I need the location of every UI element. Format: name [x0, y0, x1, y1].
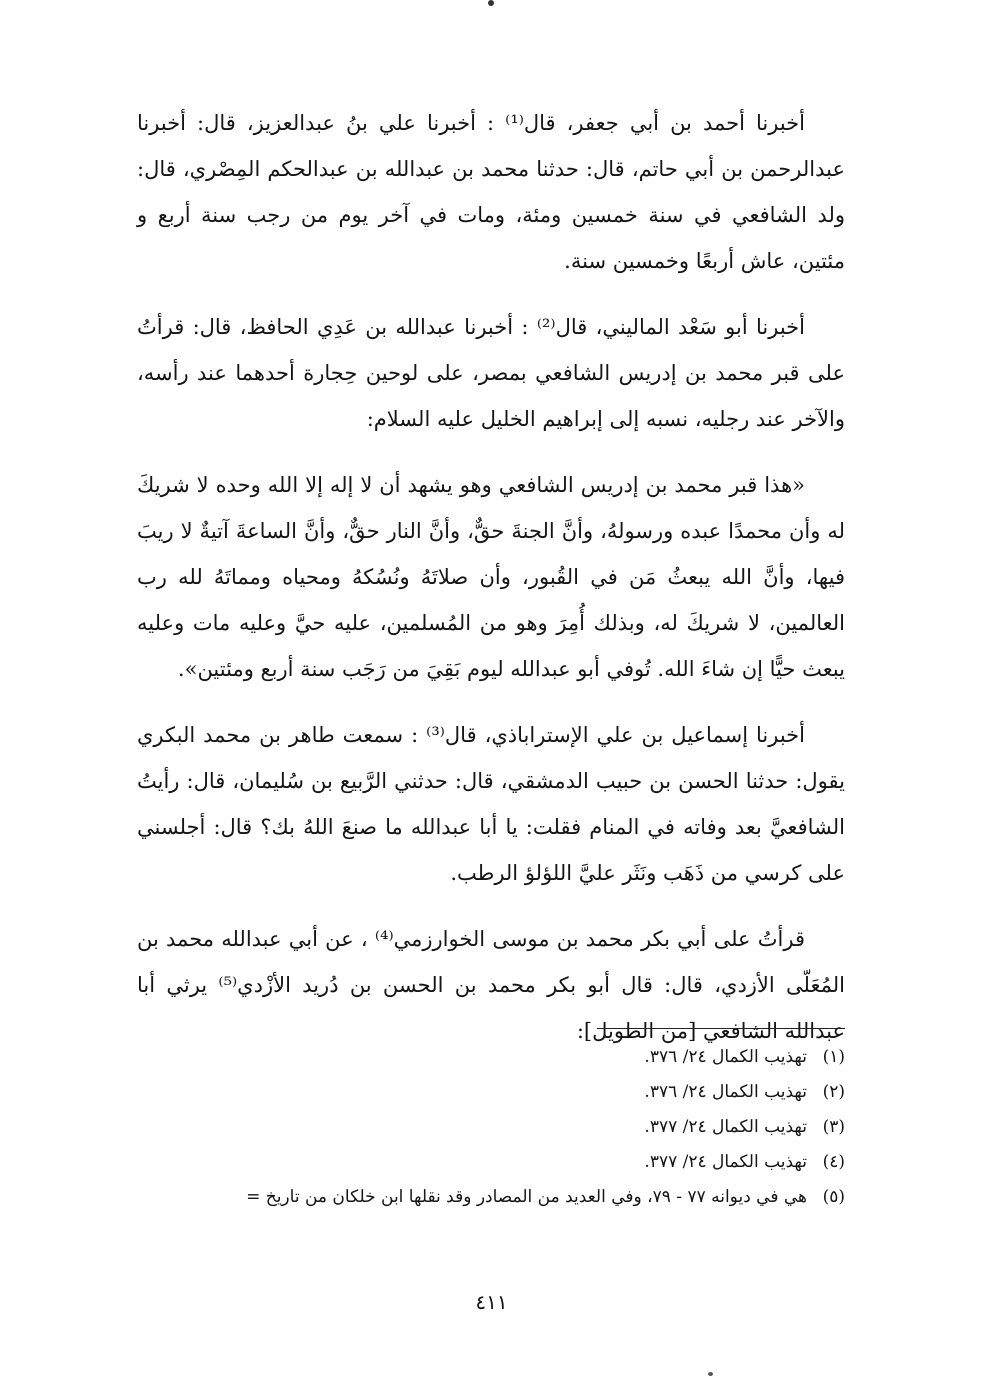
- footnote-2: [137, 1075, 845, 1110]
- footnote-5: [137, 1180, 845, 1215]
- paragraph-birth-death: أخبرنا أحمد بن أبي جعفر، قال⁽¹⁾ : أخبرنا علي بنُ عبدالعزيز، قال: أخبرنا عبدالرحمن بن أبي حاتم، قال: حدثنا محمد بن عبدالله بن عبدالحكم المِصْري، قال: ولد الشافعي في سنة خمسين ومئة، ومات في آخر يوم من رجب سنة أربع و مئتين، عاش أربعًا وخمسين سنة.: [137, 111, 845, 273]
- main-text: [137, 100, 845, 1074]
- footnote-number: (٤): [822, 1152, 845, 1172]
- paragraph-grave-inscription-quote: «هذا قبر محمد بن إدريس الشافعي وهو يشهد أن لا إله إلا الله وحده لا شريكَ له وأن محمدًا عبده ورسولهُ، وأنَّ الجنةَ حقٌّ، وأنَّ النار حقٌّ، وأنَّ الساعةَ آتيةٌ لا ريبَ فيها، وأنَّ الله يبعثُ مَن في القُبور، وأن صلاتَهُ ونُسُكهُ ومحياه ومماتَهُ لله رب العالمين، لا شريكَ له، وبذلك أُمِرَ وهو من المُسلمين، عليه حيَّ وعليه مات وعليه يبعث حيًّا إن شاءَ الله. تُوفي أبو عبدالله ليوم بَقِيَ من رَجَب سنة أربع ومئتين».: [137, 473, 845, 681]
- footnote-4: [137, 1145, 845, 1180]
- footnote-number: (٢): [822, 1082, 845, 1102]
- footnote-text: تهذيب الكمال ٢٤/ ٣٧٧.: [644, 1117, 807, 1137]
- paragraph-elegy-intro: قرأتُ على أبي بكر محمد بن موسى الخوارزمي⁽⁴⁾ ، عن أبي عبدالله محمد بن المُعَلّى الأزدي، قال: قال أبو بكر محمد بن الحسن بن دُريد الأزْدي⁽⁵⁾ يرثي أبا عبدالله الشافعي [من الطويل]:: [137, 927, 845, 1043]
- page-number: ٤١١: [475, 1290, 508, 1314]
- footnote-divider: [597, 1028, 845, 1029]
- footnote-text: تهذيب الكمال ٢٤/ ٣٧٧.: [644, 1152, 807, 1172]
- footnote-3: [137, 1110, 845, 1145]
- footnote-text: تهذيب الكمال ٢٤/ ٣٧٦.: [644, 1047, 807, 1067]
- footnote-number: (٣): [822, 1117, 845, 1137]
- scan-dot-mark: [708, 1372, 713, 1376]
- paragraph-dream-narration: أخبرنا إسماعيل بن علي الإستراباذي، قال⁽³⁾ : سمعت طاهر بن محمد البكري يقول: حدثنا الحسن بن حبيب الدمشقي، قال: حدثني الرَّبيع بن سُليمان، قال: رأيتُ الشافعيَّ بعد وفاته في المنام فقلت: يا أبا عبدالله ما صنعَ اللهُ بك؟ قال: أجلسني على كرسي من ذَهَب ونَثَر عليَّ اللؤلؤ الرطب.: [137, 723, 845, 885]
- footnote-number: (٥): [822, 1187, 845, 1207]
- footnote-number: (١): [822, 1047, 845, 1067]
- paragraph-grave-inscription-intro: أخبرنا أبو سَعْد الماليني، قال⁽²⁾ : أخبرنا عبدالله بن عَدِي الحافظ، قال: قرأتُ على قبر محمد بن إدريس الشافعي بمصر، على لوحين حِجارة أحدهما عند رأسه، والآخر عند رجليه، نسبه إلى إبراهيم الخليل عليه السلام:: [137, 315, 845, 431]
- footnote-text: هي في ديوانه ٧٧ - ٧٩، وفي العديد من المصادر وقد نقلها ابن خلكان من تاريخ =: [246, 1187, 807, 1207]
- footnote-1: [137, 1040, 845, 1075]
- footnote-text: تهذيب الكمال ٢٤/ ٣٧٦.: [644, 1082, 807, 1102]
- footnotes: [137, 1040, 845, 1215]
- scan-dot-mark: [488, 0, 494, 6]
